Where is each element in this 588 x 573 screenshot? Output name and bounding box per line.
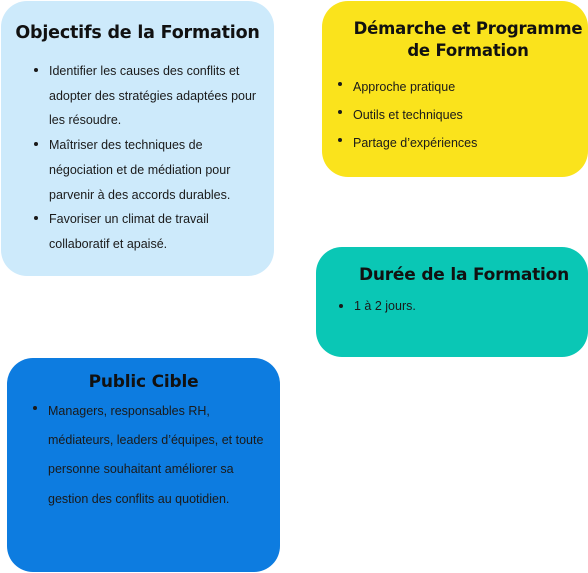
list-item: Partage d’expériences (353, 129, 583, 157)
card-public (7, 358, 280, 572)
card-objectifs (1, 1, 274, 276)
card-demarche-title: Démarche et Programme de Formation (353, 19, 583, 60)
card-duree-title: Durée de la Formation (358, 265, 570, 285)
card-duree-list (354, 295, 554, 317)
list-item: Favoriser un climat de travail collaboratif et apaisé. (49, 207, 263, 256)
card-demarche (322, 1, 588, 177)
list-item: Outils et techniques (353, 101, 583, 129)
card-objectifs-title: Objectifs de la Formation (15, 23, 260, 43)
card-public-title: Public Cible (88, 372, 199, 392)
card-objectifs-list (49, 59, 263, 257)
list-item: Managers, responsables RH, médiateurs, leaders d’équipes, et toute personne souhaitant améliorer sa gestion des conflits au quotidien. (48, 397, 270, 514)
list-item: Identifier les causes des conflits et adopter des stratégies adaptées pour les résoudre. (49, 59, 263, 133)
list-item: Maîtriser des techniques de négociation et de médiation pour parvenir à des accords durables. (49, 133, 263, 207)
list-item: Approche pratique (353, 73, 583, 101)
list-item: 1 à 2 jours. (354, 295, 554, 317)
card-public-list (48, 397, 270, 514)
card-duree (316, 247, 588, 357)
card-demarche-list (353, 73, 583, 157)
